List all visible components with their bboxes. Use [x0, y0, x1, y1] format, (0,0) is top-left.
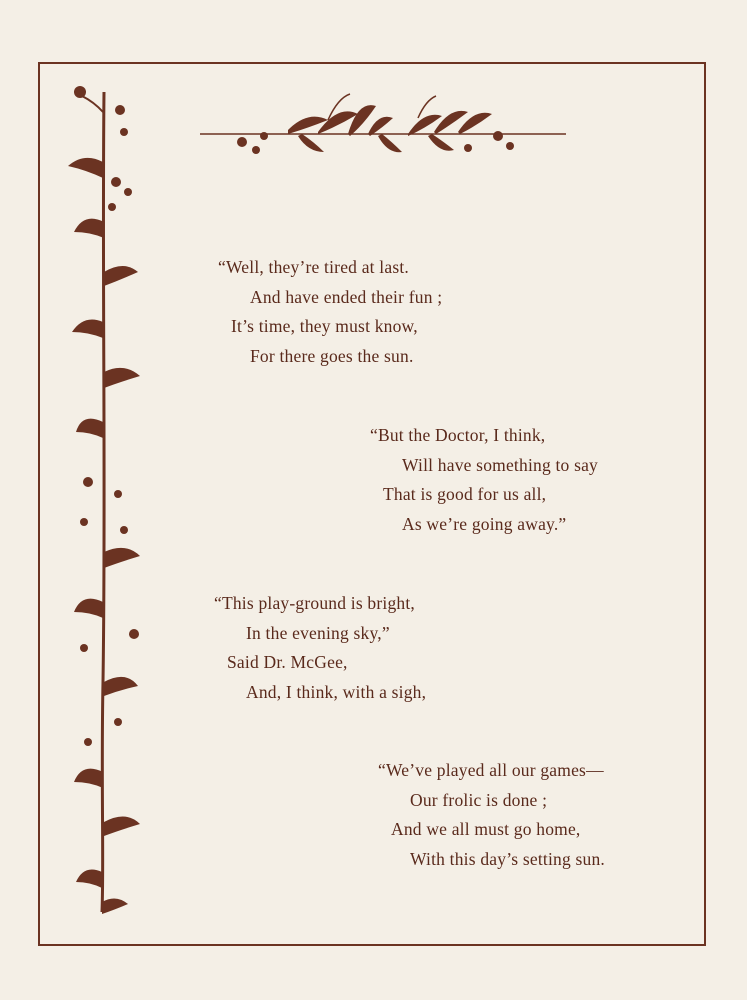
poem-line: “Well, they’re tired at last.	[218, 257, 409, 277]
poem-line: It’s time, they must know,	[231, 316, 418, 336]
poem-line: “We’ve played all our games—	[378, 760, 604, 780]
poem-line: “But the Doctor, I think,	[370, 425, 546, 445]
stanza-4	[378, 756, 605, 874]
poem-line: As we’re going away.”	[402, 513, 567, 534]
poem-line: For there goes the sun.	[250, 345, 414, 366]
poem-line: Our frolic is done ;	[410, 789, 548, 810]
poem-line: And, I think, with a sigh,	[246, 681, 427, 702]
stanza-3	[214, 589, 426, 707]
poem-line: That is good for us all,	[383, 484, 547, 504]
poem-line: In the evening sky,”	[246, 622, 390, 643]
poem-line: And have ended their fun ;	[250, 286, 443, 307]
poem-line: Will have something to say	[402, 454, 598, 475]
leafy-branch-ornament	[198, 90, 568, 170]
stanza-1	[218, 253, 442, 371]
vine-ornament	[54, 82, 154, 922]
poem-line: With this day’s setting sun.	[410, 848, 605, 869]
poem-line: And we all must go home,	[391, 819, 581, 839]
poem-line: Said Dr. McGee,	[227, 652, 348, 672]
stanza-2	[370, 421, 598, 539]
poem-line: “This play-ground is bright,	[214, 593, 415, 613]
